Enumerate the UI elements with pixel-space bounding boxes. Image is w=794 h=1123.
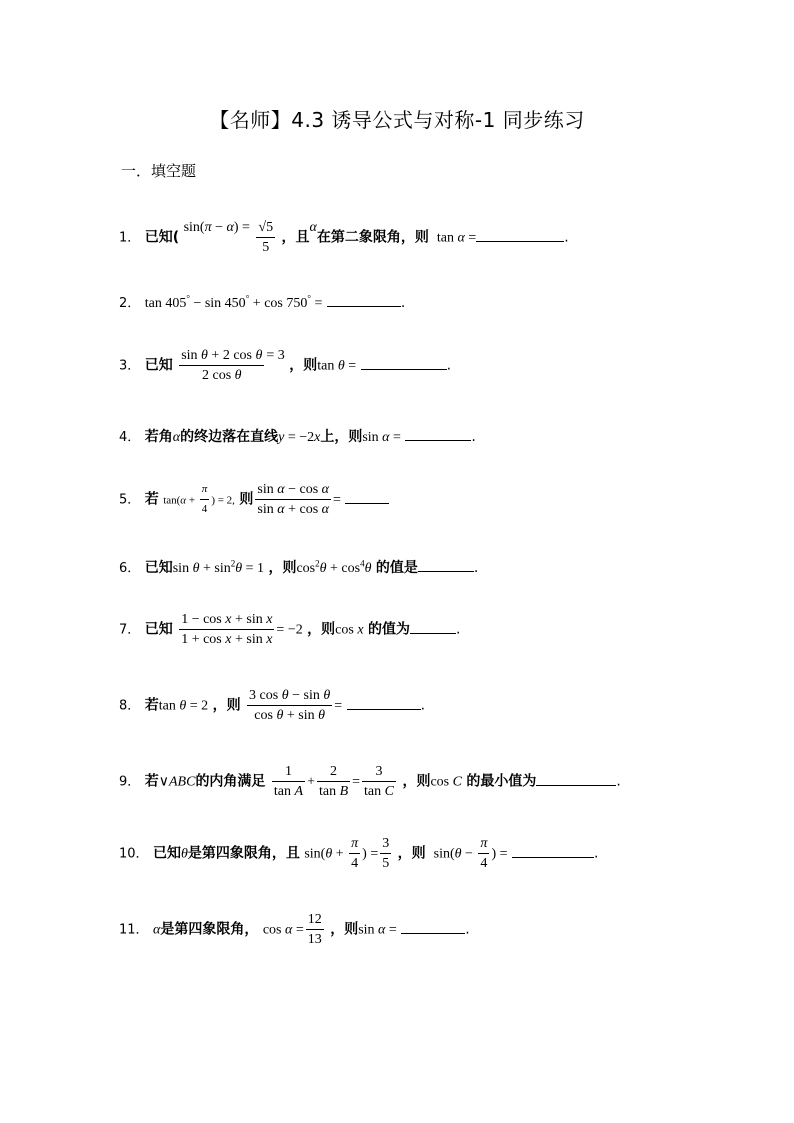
section-heading: 一．填空题 [121,162,197,180]
formula: sin(π − α) = [183,219,250,235]
question-11: 11． α是第四象限角， cos α = $\frac{12}{13}$ ，则sin α = . [119,912,470,947]
formula: sin(θ + [304,846,348,862]
answer-blank[interactable] [401,919,465,934]
question-3: 3． 已知 $\frac{\text{sin θ + 2 cos θ}}{\text{2 cos θ}}$ = 3 ，则tan θ = . [119,347,452,383]
formula: sin α = [362,430,401,445]
formula: cos α = [262,922,304,938]
formula: y = −2x [278,430,321,445]
formula: tan 405° − sin 450° + cos 750° = [144,293,323,311]
question-5: 5． 若 tan(α + $\frac{\pi}{4}$ ) = 2, 则 $\frac{\text{sin α − cos α}}{\text{sin α + cos α}}$ = [119,480,389,519]
formula: sin α = [358,922,397,938]
formula: $\frac{\text{1 − cos x + sin x}}{\text{1 + cos x + sin x}}$ [181,612,273,647]
answer-blank[interactable] [410,619,456,634]
formula: θ [181,846,188,862]
question-7: 7． 已知 $\frac{\text{1 − cos x + sin x}}{\text{1 + cos x + sin x}}$ = −2 ，则cos x 的值为 . [119,612,461,647]
question-1: 1． 已知( sin(π − α) = $\frac{√5}{5}$ ，且α在第二象限角，则 tan α = . [119,219,569,255]
question-4: 4． 若角α的终边落在直线y = −2x上，则sin α = . [119,426,476,446]
question-2: 2． tan 405° − sin 450° + cos 750° = . [119,293,406,311]
answer-blank[interactable] [345,489,389,504]
formula: tan θ = [317,358,357,374]
formula: α [153,922,161,938]
question-6: 6． 已知$\sin \theta + \sin^2\theta = 1$ ，则$\cos^2\theta + \cos^4\theta$ 的值是 . [119,558,479,576]
question-10: 10． 已知θ是第四象限角，且 sin(θ + $\frac{\pi}{4}$ ) = $\frac{3}{5}$ ，则 sin(θ − $\frac{\pi}{4}$ ) = . [119,836,599,871]
formula: α [172,430,181,445]
formula: $\frac{√5}{5}$ [258,220,274,255]
answer-blank[interactable] [476,227,564,242]
formula: ∨ABC [158,774,196,790]
formula: $\sin \theta + \sin^2\theta = 1$ [172,558,264,576]
answer-blank[interactable] [405,426,471,441]
formula: $\frac{\text{sin θ + 2 cos θ}}{\text{2 cos θ}}$ [181,348,263,383]
answer-blank[interactable] [347,695,421,710]
answer-blank[interactable] [327,292,401,307]
question-8: 8． 若tan θ = 2 ，则 $\frac{\text{3 cos θ − sin θ}}{\text{cos θ + sin θ}}$ = . [119,688,426,723]
formula: $\cos^2\theta + \cos^4\theta$ [296,558,372,576]
question-number: 1． [119,230,141,246]
formula: $\frac{1}{\text{tan A}}$ [273,764,304,799]
formula: cos C [430,774,462,790]
formula: sin(θ − [430,846,477,862]
formula: $\frac{\text{3 cos θ − sin θ}}{\text{cos θ + sin θ}}$ [249,688,331,723]
answer-blank[interactable] [512,843,594,858]
answer-blank[interactable] [418,557,474,572]
answer-blank[interactable] [536,771,616,786]
answer-blank[interactable] [361,355,447,370]
formula: tan θ = 2 [158,698,209,714]
formula: tan α = [433,230,477,246]
page-title: 【名师】4.3 诱导公式与对称-1 同步练习 [209,108,585,132]
question-9: 9． 若∨ABC的内角满足 $\frac{1}{\text{tan A}}$ + $\frac{2}{\text{tan B}}$ = $\frac{3}{\text{tan C}}$ ，则cos C 的最小值为 . [119,764,621,799]
formula: tan(α + [163,494,198,507]
formula: cos x [335,622,364,638]
formula: $\frac{\text{sin α − cos α}}{\text{sin α + cos α}}$ [257,482,330,517]
formula: α [309,219,317,235]
